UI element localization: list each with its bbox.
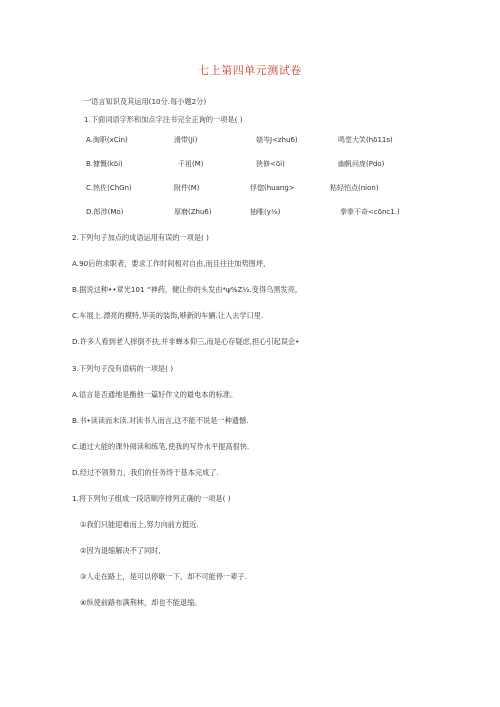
question-3-option-d: D.经过不领努力，我们的任务终于基本完成了. (72, 468, 219, 477)
question-4-item-3: ③人走在路上，是可以停歇一下，却不可能停一辈子. (80, 572, 247, 581)
option-c-4: 粘轻怕点(nion) (330, 184, 379, 192)
option-c-2: 附件(M) (174, 184, 200, 192)
option-b-3: 狭修<δi) (256, 160, 285, 168)
option-c-3: 俘惚(huang> (250, 184, 295, 192)
question-2-option-c: C.车展上.漂亮的模特,华美的装饰,够新的车辆.让人去学口里. (72, 311, 264, 320)
option-b-2: 千祖(M) (178, 160, 204, 168)
question-2-option-b: B.据说这种••章光101 “神药，健让你的头发由*ψ%Z½.变得乌黑发亮， (72, 285, 303, 294)
question-3-option-c: C.通过大能的课外阅读和练笔,使我的写作水平提高很快. (72, 442, 250, 451)
option-d-1: D.郎涉(Mo) (86, 208, 124, 216)
question-4-item-2: ②因为退缩解决不了同时, (80, 546, 161, 555)
question-2-stem: 2.下列句子加点的成语运用有误的一项是( ) (72, 233, 209, 242)
question-2-option-d: D.许多人看到老人摔倒不扶,并非蝉本仰三,而是心存疑虑,担心引起误会• (72, 337, 300, 346)
option-c-1: C.热佐(ChGn) (86, 184, 132, 192)
option-b-4: 幽帆问庞(Pdo) (338, 160, 385, 168)
section-heading: 一'语言知识及其运用(10分.每小题2分) (82, 97, 207, 106)
option-a-2: 滑带(Ji) (174, 136, 198, 144)
question-3-option-a: A.语言是否通地是衡他一篇好作文的最电本的标准。 (72, 390, 238, 399)
option-b-1: B.慷慨(kδi) (86, 160, 123, 168)
question-3-stem: 3.下列句子没有语病的一项是( ) (72, 364, 174, 373)
question-4-item-1: ①我们只能迎难而上,努力向前方挺近. (80, 520, 199, 529)
question-4-item-4: ④纵使前路布满荆林，却也不能退缩。 (80, 598, 202, 607)
option-a-4: 鸣堂大笑(hδ11s) (338, 136, 393, 144)
question-3-option-b: B.书•读读而未读.对读书人而言,这不能不说是一种遗憾. (72, 416, 249, 425)
page-title: 七上第四单元测试卷 (198, 64, 302, 77)
question-1-stem: 1.下面词语字形和加点字注书完全正询的一项是( ) (84, 115, 243, 124)
option-a-1: A.淘职(xCin) (86, 136, 128, 144)
option-d-2: 厚磨(Zhu6) (174, 208, 212, 216)
question-2-option-a: A.90后的求职者，要求工作时间相对自由,而且往往加势图坪， (72, 259, 271, 268)
option-d-3: 抽唯(y⅛) (250, 208, 281, 216)
option-d-4: 拳拳不奇<cδnc1.) (340, 208, 400, 216)
question-4-stem: 1.将下列句子组成一段话顺序排列正确的一项是( ) (72, 494, 231, 503)
option-a-3: 娆岑J<zhu6) (256, 136, 298, 144)
